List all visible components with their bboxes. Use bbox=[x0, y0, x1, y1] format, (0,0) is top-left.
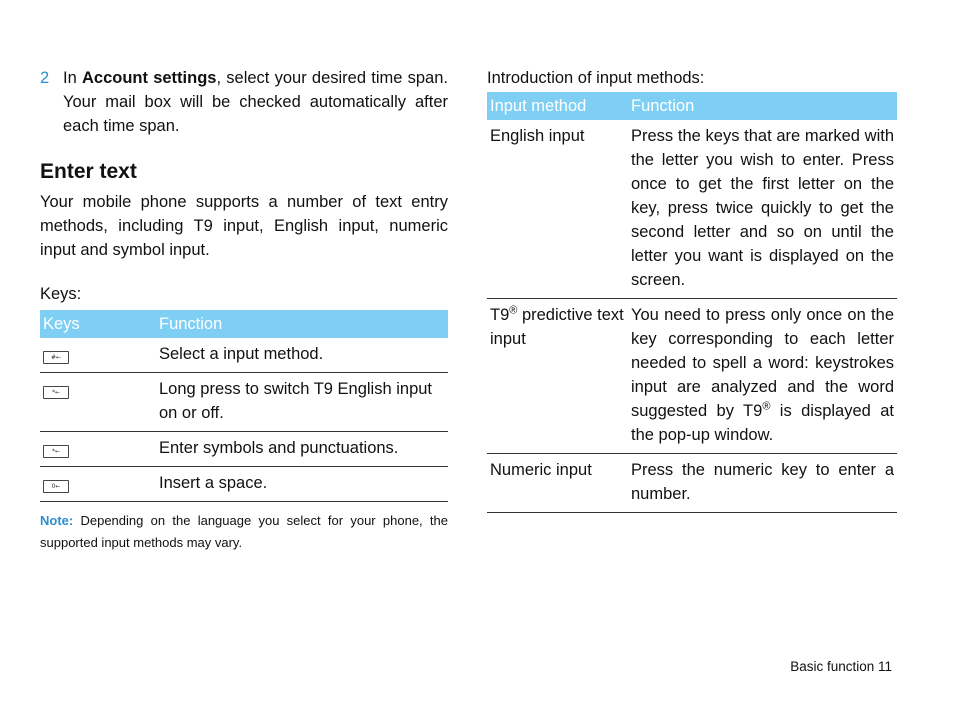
note-label: Note: bbox=[40, 513, 74, 528]
table-row bbox=[40, 373, 448, 432]
hash-key-icon: #← bbox=[43, 351, 69, 364]
method-name: English input bbox=[487, 120, 628, 299]
method-function: Press the keys that are marked with the letter you wish to enter. Press once to get the first letter on the key, press twice quickly to get the second letter and so on until the letter you want is displayed on the screen. bbox=[628, 120, 897, 299]
note-text: Depending on the language you select for your phone, the supported input methods may vary. bbox=[40, 513, 448, 550]
method-name: T9® predictive text input bbox=[487, 299, 628, 454]
key-function: Enter symbols and punctuations. bbox=[156, 432, 448, 467]
keys-table-header bbox=[40, 310, 448, 338]
methods-table-header bbox=[487, 92, 897, 120]
header-function: Function bbox=[156, 310, 448, 338]
step-number: 2 bbox=[40, 69, 50, 87]
key-function: Long press to switch T9 English input on or off. bbox=[156, 373, 448, 432]
note bbox=[40, 510, 448, 554]
methods-table bbox=[487, 92, 897, 513]
keys-label: Keys: bbox=[40, 285, 82, 303]
table-row bbox=[40, 467, 448, 502]
header-keys: Keys bbox=[40, 310, 156, 338]
section-body: Your mobile phone supports a number of text entry methods, including T9 input, English input, numeric input and symbol input. bbox=[40, 193, 448, 259]
star-key-icon: *← bbox=[43, 386, 69, 399]
table-row bbox=[487, 454, 897, 513]
method-function: Press the numeric key to enter a number. bbox=[628, 454, 897, 513]
method-name: Numeric input bbox=[487, 454, 628, 513]
account-settings-label: Account settings bbox=[81, 69, 217, 87]
key-function: Insert a space. bbox=[156, 467, 448, 502]
section-title: Enter text bbox=[40, 160, 137, 183]
right-column bbox=[487, 66, 897, 513]
table-row bbox=[40, 338, 448, 373]
header-function: Function bbox=[628, 92, 897, 120]
left-column bbox=[40, 66, 448, 554]
page-footer: Basic function 11 bbox=[790, 659, 892, 674]
star-key-icon: *← bbox=[43, 445, 69, 458]
key-function: Select a input method. bbox=[156, 338, 448, 373]
keys-table bbox=[40, 310, 448, 502]
table-row bbox=[487, 120, 897, 299]
step-text: In Account settings, select your desired time span. Your mail box will be checked automatically after each time span. bbox=[63, 69, 448, 135]
header-input-method: Input method bbox=[487, 92, 628, 120]
step-2 bbox=[40, 66, 448, 138]
table-row bbox=[487, 299, 897, 454]
method-function: You need to press only once on the key corresponding to each letter needed to spell a word: keystrokes input are analyzed and the word suggested by T9® is displayed at the pop-up window. bbox=[628, 299, 897, 454]
methods-intro: Introduction of input methods: bbox=[487, 69, 705, 87]
zero-key-icon: 0← bbox=[43, 480, 69, 493]
table-row bbox=[40, 432, 448, 467]
